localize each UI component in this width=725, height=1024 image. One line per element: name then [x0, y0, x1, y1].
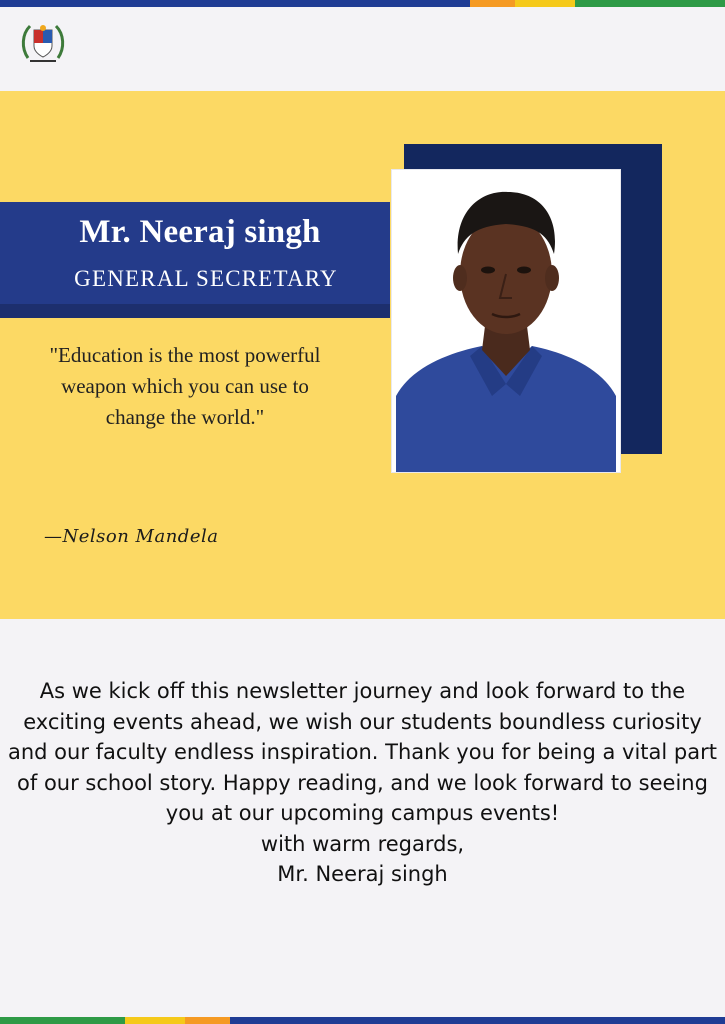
profile-name: Mr. Neeraj singh — [79, 214, 321, 250]
profile-title: GENERAL SECRETARY — [74, 266, 338, 291]
message-body: As we kick off this newsletter journey and look forward to the exciting events ahead, we wish our students boundless curiosity and our faculty endless inspiration. Thank you for being a vital part of our school story. Happy reading, and we look forward to seeing you at our upcoming campus events! — [8, 679, 717, 825]
person-portrait-image — [392, 170, 620, 472]
quote-signature: —Nelson Mandela — [44, 526, 219, 547]
profile-photo — [392, 170, 620, 472]
name-banner-underline — [0, 304, 390, 318]
school-crest-logo — [18, 18, 68, 68]
closing-message — [0, 676, 725, 890]
bottom-color-stripe — [0, 1017, 725, 1024]
message-signoff: Mr. Neeraj singh — [277, 862, 448, 886]
message-closing: with warm regards, — [260, 831, 465, 856]
quote-text: "Education is the most powerful weapon which you can use to change the world." — [49, 343, 321, 429]
top-color-stripe — [0, 0, 725, 7]
